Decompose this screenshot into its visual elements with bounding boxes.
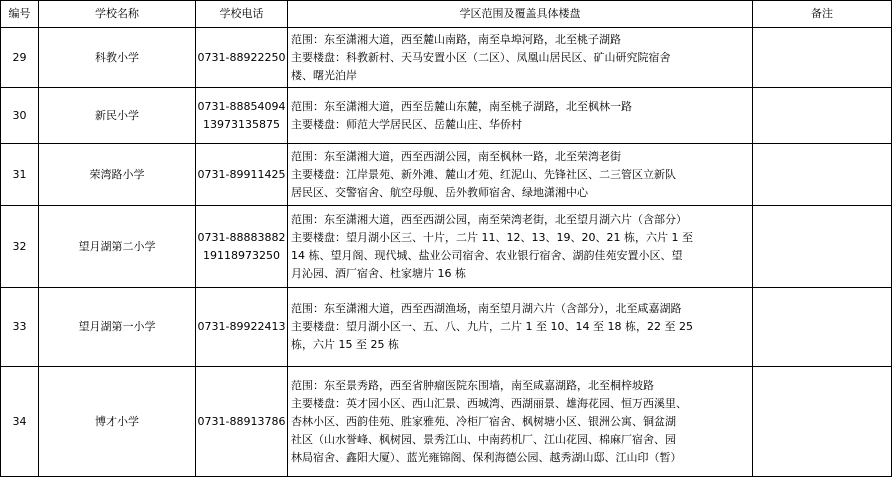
phone-number: 13973135875: [203, 117, 280, 131]
cell-scope: [288, 206, 753, 288]
cell-scope: [288, 28, 753, 88]
cell-note: [753, 206, 892, 288]
scope-line: 范围：东至潇湘大道，西至西湖公园，南至荣湾老街，北至望月湖六片（含部分）: [291, 212, 687, 226]
cell-scope: [288, 367, 753, 477]
header-scope: 学区范围及覆盖具体楼盘: [288, 1, 753, 28]
cell-phone: [196, 28, 288, 88]
scope-line: 居民区、交警宿舍、航空母舰、岳外教师宿舍、绿地潇湘中心: [291, 185, 588, 199]
phone-number: 0731-88922250: [197, 50, 286, 64]
phone-number: 0731-89911425: [197, 167, 286, 181]
cell-phone: [196, 288, 288, 367]
cell-note: [753, 88, 892, 144]
cell-note: [753, 367, 892, 477]
cell-school-name: 望月湖第一小学: [39, 288, 196, 367]
cell-note: [753, 288, 892, 367]
cell-school-name: 新民小学: [39, 88, 196, 144]
scope-line: 主要楼盘：师范大学居民区、岳麓山庄、华侨村: [291, 117, 522, 131]
table-row: [1, 144, 892, 206]
header-row: [1, 1, 892, 28]
cell-scope: [288, 288, 753, 367]
phone-number: 0731-88854094: [197, 99, 286, 113]
cell-school-name: 望月湖第二小学: [39, 206, 196, 288]
cell-school-name: 荣湾路小学: [39, 144, 196, 206]
scope-line: 主要楼盘：科教新村、天马安置小区（二区）、凤凰山居民区、矿山研究院宿舍: [291, 50, 671, 64]
cell-scope: [288, 88, 753, 144]
scope-line: 14 栋、望月阁、现代城、盐业公司宿舍、农业银行宿舍、湖韵佳苑安置小区、望: [291, 248, 683, 262]
cell-no: 32: [1, 206, 39, 288]
cell-no: 30: [1, 88, 39, 144]
cell-phone: [196, 367, 288, 477]
cell-phone: [196, 206, 288, 288]
scope-line: 主要楼盘：望月湖小区一、五、八、九片，二片 1 至 10、14 至 18 栋，22 至 25: [291, 320, 693, 333]
scope-line: 主要楼盘：望月湖小区三、十片，二片 11、12、13、19、20、21 栋，六片 1 至: [291, 230, 693, 244]
cell-no: 31: [1, 144, 39, 206]
cell-school-name: 科教小学: [39, 28, 196, 88]
table-row: [1, 88, 892, 144]
phone-number: 0731-88913786: [197, 414, 286, 428]
table-row: [1, 288, 892, 367]
cell-no: 29: [1, 28, 39, 88]
scope-line: 主要楼盘：江岸景苑、新外滩、麓山才苑、红泥山、先锋社区、二三管区立新队: [291, 167, 676, 181]
cell-note: [753, 28, 892, 88]
cell-no: 33: [1, 288, 39, 367]
header-no: 编号: [1, 1, 39, 28]
scope-line: 主要楼盘：英才园小区、西山汇景、西城湾、西湖丽景、雄海花园、恒万西溪里、: [291, 396, 687, 410]
scope-line: 杏林小区、西韵佳苑、胜家雅苑、冷柜厂宿舍、枫树塘小区、银洲公寓、铜盆湖: [291, 414, 676, 428]
header-note: 备注: [753, 1, 892, 28]
phone-number: 0731-89922413: [197, 320, 286, 333]
phone-number: 19118973250: [203, 248, 280, 262]
table-row: [1, 28, 892, 88]
table-row: [1, 367, 892, 477]
cell-school-name: 博才小学: [39, 367, 196, 477]
table-row: [1, 206, 892, 288]
scope-line: 范围：东至潇湘大道，西至西湖公园，南至枫林一路，北至荣湾老街: [291, 149, 621, 163]
scope-line: 范围：东至潇湘大道，西至岳麓山东麓，南至桃子湖路，北至枫林一路: [291, 99, 632, 113]
cell-phone: [196, 144, 288, 206]
cell-no: 34: [1, 367, 39, 477]
header-phone: 学校电话: [196, 1, 288, 28]
phone-number: 0731-88883882: [197, 230, 286, 244]
scope-line: 范围：东至景秀路，西至省肿瘤医院东围墙，南至咸嘉湖路，北至桐梓坡路: [291, 378, 654, 392]
scope-line: 范围：东至潇湘大道，西至西湖渔场，南至望月湖六片（含部分），北至咸嘉湖路: [291, 302, 682, 315]
scope-line: 社区（山水誉峰、枫树园、景秀江山、中南药机厂、江山花园、棉麻厂宿舍、园: [291, 432, 676, 446]
scope-line: 林局宿舍、鑫阳大厦）、蓝光雍锦阁、保利海德公园、越秀湖山邸、江山印（暂）: [291, 450, 682, 464]
cell-note: [753, 144, 892, 206]
scope-line: 月沁园、酒厂宿舍、杜家塘片 16 栋: [291, 266, 466, 280]
scope-line: 范围：东至潇湘大道，西至麓山南路，南至阜埠河路，北至桃子湖路: [291, 32, 621, 46]
scope-line: 楼、曙光泊岸: [291, 68, 357, 82]
cell-scope: [288, 144, 753, 206]
header-name: 学校名称: [39, 1, 196, 28]
cell-phone: [196, 88, 288, 144]
scope-line: 栋，六片 15 至 25 栋: [291, 338, 399, 351]
